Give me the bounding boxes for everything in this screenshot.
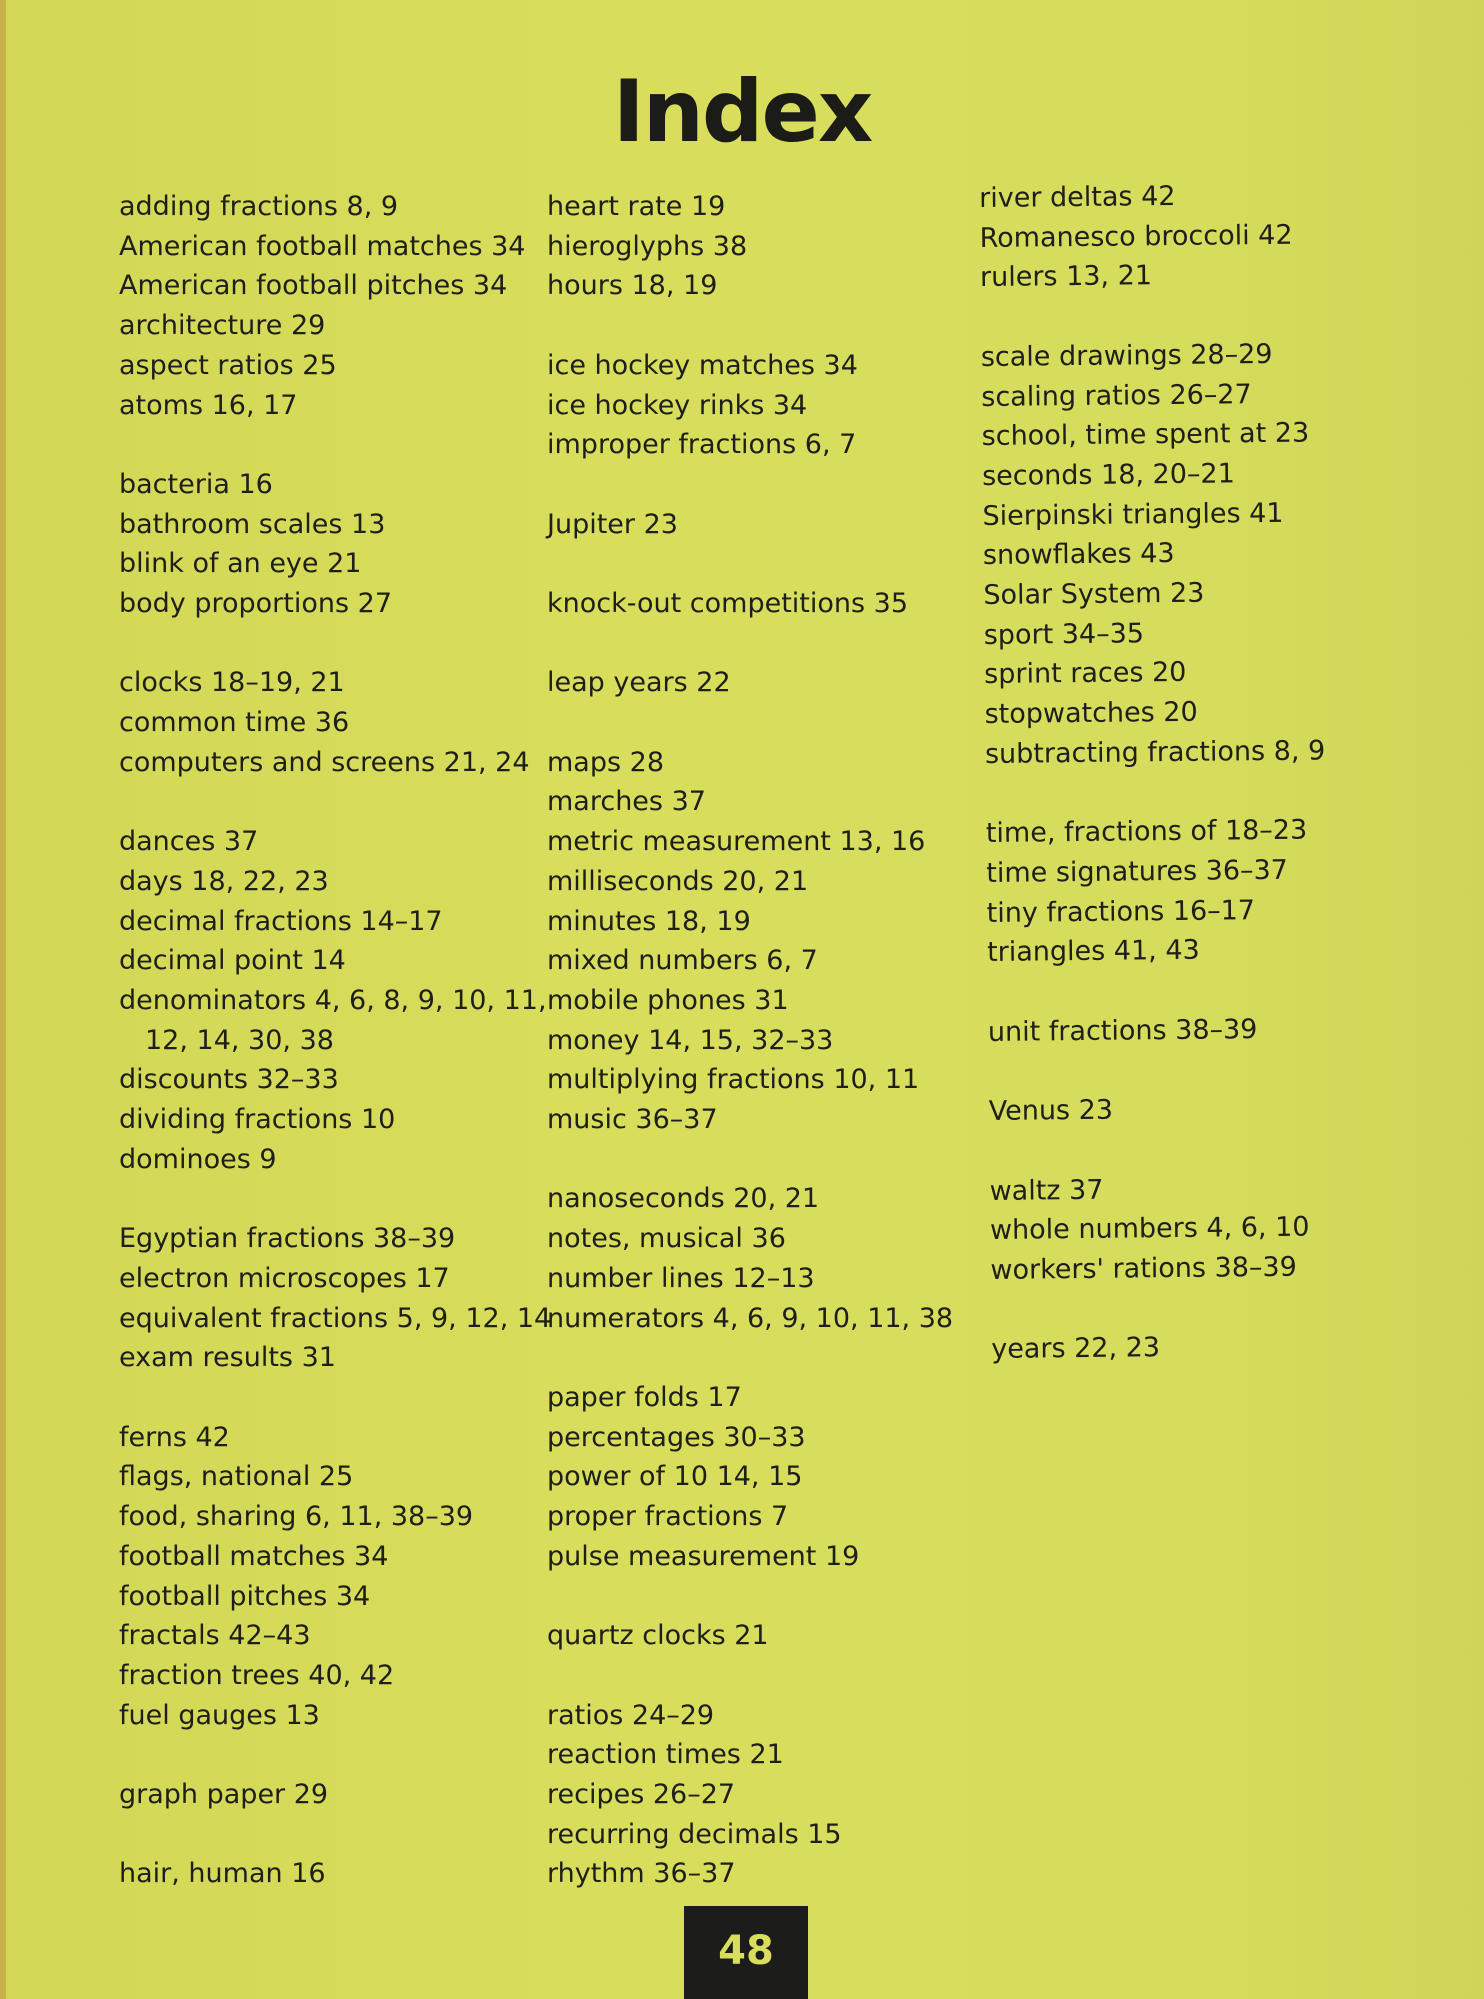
- index-entry: sprint races 20: [984, 657, 1187, 691]
- index-entry: percentages 30–33: [547, 1421, 806, 1453]
- page-edge: [0, 0, 6, 1999]
- index-entry: football matches 34: [119, 1540, 389, 1572]
- index-entry: time signatures 36–37: [986, 854, 1289, 889]
- index-entry: heart rate 19: [547, 191, 726, 222]
- index-entry: denominators 4, 6, 8, 9, 10, 11,: [119, 985, 547, 1017]
- page-number: 48: [718, 1928, 774, 1974]
- index-entry: scale drawings 28–29: [980, 338, 1273, 373]
- index-entry: Sierpinski triangles 41: [982, 497, 1284, 532]
- index-entry: electron microscopes 17: [119, 1262, 450, 1294]
- index-entry: dominoes 9: [119, 1143, 277, 1175]
- index-spacer: [547, 1656, 953, 1696]
- index-entry: school, time spent at 23: [981, 417, 1310, 453]
- index-entry: reaction times 21: [547, 1739, 784, 1771]
- index-entry: multiplying fractions 10, 11: [547, 1064, 920, 1096]
- index-entry: decimal point 14: [119, 945, 346, 977]
- index-entry: maps 28: [547, 746, 664, 778]
- index-entry: tiny fractions 16–17: [986, 894, 1256, 929]
- index-entry: mobile phones 31: [547, 984, 789, 1016]
- page-title: Index: [612, 62, 872, 162]
- index-entry: atoms 16, 17: [119, 389, 298, 421]
- index-entry: knock-out competitions 35: [547, 587, 909, 619]
- index-entry: improper fractions 6, 7: [547, 429, 857, 461]
- index-entry: pulse measurement 19: [547, 1540, 860, 1572]
- index-entry: seconds 18, 20–21: [981, 458, 1235, 492]
- index-entry: music 36–37: [547, 1104, 718, 1136]
- index-entry: exam results 31: [119, 1342, 336, 1374]
- index-spacer: [547, 1140, 953, 1180]
- index-entry: notes, musical 36: [547, 1223, 786, 1255]
- index-entry: numerators 4, 6, 9, 10, 11, 38: [547, 1302, 954, 1334]
- index-spacer: [547, 1338, 953, 1378]
- index-entry: dividing fractions 10: [119, 1104, 396, 1136]
- index-entry: hair, human 16: [119, 1858, 326, 1890]
- index-spacer: [119, 1735, 551, 1775]
- index-entry: scaling ratios 26–27: [981, 378, 1252, 413]
- index-column-2: [547, 187, 953, 1894]
- index-entry: fraction trees 40, 42: [119, 1659, 395, 1691]
- index-entry: milliseconds 20, 21: [547, 865, 809, 897]
- index-entry: bacteria 16: [119, 468, 273, 500]
- index-spacer: [547, 624, 953, 664]
- index-entry: paper folds 17: [547, 1381, 742, 1413]
- index-entry: adding fractions 8, 9: [119, 191, 399, 222]
- index-entry: waltz 37: [989, 1174, 1104, 1207]
- index-entry: computers and screens 21, 24: [119, 746, 530, 778]
- index-entry: clocks 18–19, 21: [119, 667, 345, 699]
- index-entry: workers' rations 38–39: [990, 1251, 1297, 1286]
- index-entry: power of 10 14, 15: [547, 1461, 803, 1493]
- index-entry: minutes 18, 19: [547, 905, 751, 937]
- index-entry: Venus 23: [988, 1094, 1114, 1128]
- index-entry: Egyptian fractions 38–39: [119, 1223, 456, 1255]
- index-entry: ice hockey matches 34: [547, 349, 858, 381]
- index-entry: proper fractions 7: [547, 1501, 789, 1533]
- index-entry: leap years 22: [547, 667, 731, 699]
- index-entry: recurring decimals 15: [547, 1818, 842, 1850]
- index-spacer: [119, 425, 551, 465]
- index-entry: time, fractions of 18–23: [985, 814, 1308, 850]
- index-spacer: [119, 1180, 551, 1220]
- index-entry: ice hockey rinks 34: [547, 389, 808, 421]
- index-spacer: [119, 624, 551, 664]
- index-entry: Solar System 23: [983, 577, 1205, 611]
- index-entry: recipes 26–27: [547, 1778, 736, 1810]
- index-entry: hours 18, 19: [547, 270, 718, 302]
- index-entry: graph paper 29: [119, 1779, 329, 1811]
- index-spacer: [547, 544, 953, 584]
- index-entry: whole numbers 4, 6, 10: [989, 1211, 1310, 1247]
- index-entry: American football pitches 34: [119, 270, 508, 302]
- index-entry: discounts 32–33: [119, 1064, 339, 1096]
- index-entry: American football matches 34: [119, 230, 526, 262]
- index-spacer: [989, 1128, 1330, 1171]
- index-column-3: [979, 175, 1332, 1369]
- index-entry: decimal fractions 14–17: [119, 905, 443, 937]
- index-spacer: [988, 1049, 1329, 1092]
- index-entry: river deltas 42: [979, 180, 1176, 214]
- index-entry: marches 37: [547, 786, 706, 818]
- index-entry: snowflakes 43: [982, 538, 1175, 572]
- index-entry: Jupiter 23: [547, 508, 678, 540]
- index-entry: flags, national 25: [119, 1461, 354, 1493]
- index-entry: nanoseconds 20, 21: [547, 1183, 820, 1215]
- index-spacer: [985, 771, 1326, 814]
- index-entry: money 14, 15, 32–33: [547, 1024, 834, 1056]
- index-spacer: [547, 1577, 953, 1617]
- index-entry: rhythm 36–37: [547, 1858, 736, 1890]
- index-entry: food, sharing 6, 11, 38–39: [119, 1501, 474, 1533]
- index-entry: body proportions 27: [119, 588, 393, 620]
- index-entry: mixed numbers 6, 7: [547, 945, 818, 977]
- index-entry: stopwatches 20: [984, 696, 1198, 731]
- page-number-tab: [684, 1906, 808, 1999]
- index-entry: common time 36: [119, 707, 350, 739]
- index-spacer: [980, 295, 1321, 338]
- index-spacer: [987, 969, 1328, 1012]
- index-spacer: [547, 465, 953, 505]
- index-spacer: [547, 306, 953, 346]
- index-entry: architecture 29: [119, 310, 326, 342]
- index-entry: fuel gauges 13: [119, 1699, 320, 1731]
- index-spacer: [991, 1287, 1332, 1330]
- index-entry: aspect ratios 25: [119, 349, 337, 381]
- index-spacer: [119, 1815, 551, 1855]
- index-entry: years 22, 23: [991, 1332, 1161, 1366]
- index-entry: metric measurement 13, 16: [547, 826, 926, 858]
- index-entry: hieroglyphs 38: [547, 230, 748, 262]
- index-entry: quartz clocks 21: [547, 1620, 769, 1652]
- index-entry: 12, 14, 30, 38: [145, 1024, 334, 1056]
- index-entry: ferns 42: [119, 1421, 230, 1453]
- index-entry: unit fractions 38–39: [987, 1013, 1258, 1048]
- index-entry: fractals 42–43: [119, 1620, 311, 1652]
- index-entry: triangles 41, 43: [986, 935, 1200, 969]
- index-entry: Romanesco broccoli 42: [979, 219, 1293, 254]
- index-entry: bathroom scales 13: [119, 508, 386, 540]
- index-entry: blink of an eye 21: [119, 548, 362, 580]
- index-entry: ratios 24–29: [547, 1699, 715, 1731]
- index-entry: football pitches 34: [119, 1580, 371, 1612]
- index-entry: days 18, 22, 23: [119, 865, 329, 897]
- index-entry: dances 37: [119, 826, 259, 858]
- index-entry: rulers 13, 21: [979, 260, 1153, 294]
- index-entry: subtracting fractions 8, 9: [984, 735, 1326, 770]
- index-spacer: [119, 783, 551, 823]
- index-entry: equivalent fractions 5, 9, 12, 14: [119, 1302, 552, 1334]
- index-spacer: [547, 703, 953, 743]
- index-column-1: [119, 187, 551, 1894]
- index-entry: sport 34–35: [983, 618, 1145, 651]
- index-entry: number lines 12–13: [547, 1262, 815, 1294]
- index-spacer: [119, 1378, 551, 1418]
